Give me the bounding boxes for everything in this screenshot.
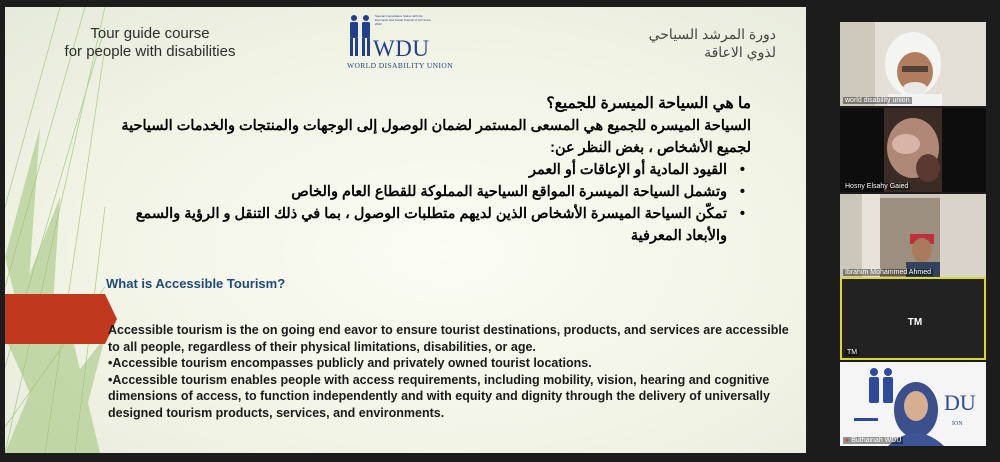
shared-slide [5,7,806,453]
wdu-logo [345,10,455,72]
arabic-content [91,93,751,247]
participant-tile-active-speaker[interactable] [840,277,986,360]
course-title-english [35,25,265,61]
course-title-arabic-text: دورة المرشد السياحي لذوي الاعاقة [648,26,776,60]
participant-tile[interactable] [840,362,986,446]
english-body: Accessible tourism is the on going end eavor to ensure tourist destinations, products, and services are accessible to all people, regardless of their physical limitations, disabilities, or age. •Accessible tourism encompasses publicly and privately owned tourist locations. •Accessible tourism enables people with access requirements, including mobility, vision, hearing and cognitive dimensions of access, to function independently and with equity and dignity through the delivery of universally designed tourism products, services, and environments. [108,323,789,420]
participant-video [840,108,986,192]
arabic-bullet: • القيود المادية أو الإعاقات أو العمر [91,159,749,181]
participant-name: world disability union [845,97,910,104]
muted-mic-icon: ● [845,437,850,444]
wdu-logo-figures-icon [347,14,373,58]
course-title-arabic [606,25,776,61]
arabic-bullet-list [91,159,749,247]
participant-video [840,362,986,446]
arabic-bullet: • وتشمل السياحة الميسرة المواقع السياحية المملوكة للقطاع العام والخاص [91,181,749,203]
arabic-paragraph: السياحة الميسره للجميع هي المسعى المستمر لضمان الوصول إلى الوجهات والمنتجات والخدمات السياحية لجميع الأشخاص ، بغض النظر عن: [121,118,751,156]
participant-name [843,437,903,444]
participant-name-text: Buthainah WDU [851,437,902,444]
arabic-bullet: • تمكّن السياحة الميسرة الأشخاص الذين لديهم متطلبات الوصول ، بما في ذلك التنقل و الرؤية والسمع والأبعاد المعرفية [91,203,749,247]
svg-text:DU: DU [944,390,976,415]
svg-text:ION: ION [952,421,963,427]
participant-tile[interactable] [840,194,986,278]
participant-name: TM [847,349,858,356]
participant-tile[interactable] [840,22,986,106]
participant-tile[interactable] [840,108,986,192]
wdu-logo-mark: WDU [373,36,430,61]
participant-name: Ibrahim Mohammed Ahmed [845,269,931,276]
english-heading: What is Accessible Tourism? [106,276,286,291]
wdu-logo-org-name: WORLD DISABILITY UNION [346,61,453,70]
wdu-logo-status: Special Consultative Status with the Economic and Social Council of UN Since 2022 [375,14,431,26]
arabic-question: ما هي السياحة الميسرة للجميع؟ [546,95,751,112]
participant-video [840,22,986,106]
participant-name: Hosny Elsahy Gaied [845,183,909,190]
participant-video [840,194,986,278]
participant-initials: TM [907,317,923,328]
course-title-english-text: Tour guide course for people with disabilities [64,25,236,60]
